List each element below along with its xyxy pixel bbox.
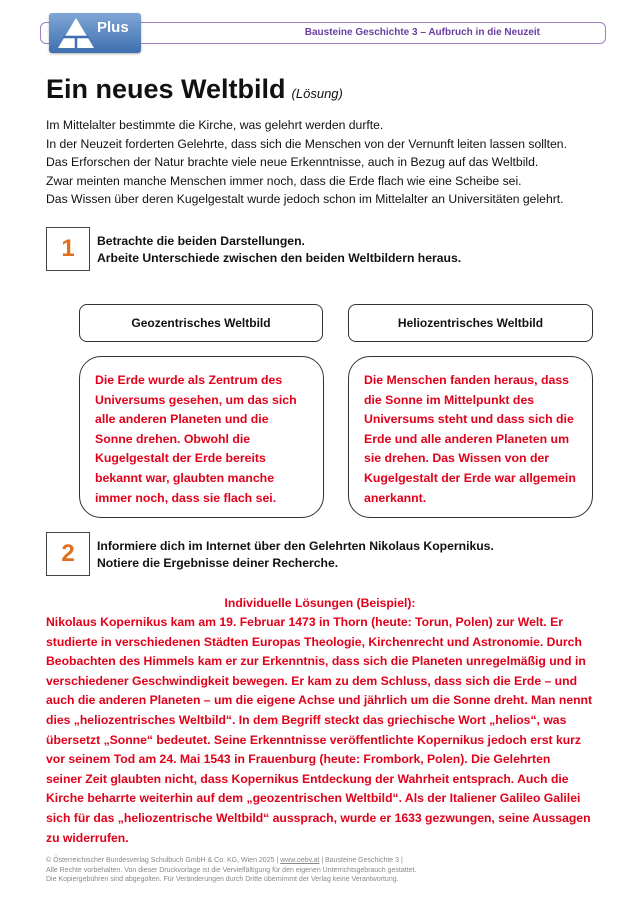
solution-line: sich für das „heliozentrische Weltbild“ aussprach, wurde er 1633 gezwungen, seine Aussagen bbox=[46, 810, 591, 825]
copyright-text: © Österreichischer Bundesverlag Schulbuch GmbH & Co. KG, Wien 2025 | bbox=[46, 857, 281, 864]
intro-line: Im Mittelalter bestimmte die Kirche, was gelehrt werden durfte. bbox=[46, 118, 384, 132]
logo-text: Plus bbox=[97, 19, 129, 36]
intro-line: Zwar meinten manche Menschen immer noch, dass die Erde flach wie eine Scheibe sei. bbox=[46, 173, 522, 188]
solution-line: Kirche beharrte weiterhin auf dem „geozentrischen Weltbild“. Als der Italiener Galileo Galilei bbox=[46, 791, 581, 806]
answer-line: die Sonne im Mittelpunkt des bbox=[364, 392, 535, 407]
answer-line: Die Menschen fanden heraus, dass bbox=[364, 373, 570, 387]
task-2-instructions bbox=[97, 538, 494, 572]
intro-line: Das Erforschen der Natur brachte viele neue Erkenntnisse, auch in Bezug auf das Weltbild. bbox=[46, 155, 539, 169]
answer-line: immer noch, dass sie flach sei. bbox=[95, 490, 277, 505]
page-title-text: Ein neues Weltbild bbox=[46, 74, 286, 104]
page-subtitle: (Lösung) bbox=[291, 86, 343, 101]
footer bbox=[46, 856, 416, 885]
task-2-line: Notiere die Ergebnisse deiner Recherche. bbox=[97, 556, 339, 570]
answer-line: Die Erde wurde als Zentrum des bbox=[95, 373, 283, 387]
solution-line: vor seinem Tod am 24. Mai 1543 in Frauenburg (heute: Frombork, Polen). Die Gelehrten bbox=[46, 752, 551, 767]
page-title bbox=[46, 74, 343, 105]
heliocentric-label: Heliozentrisches Weltbild bbox=[348, 304, 593, 342]
solution-text bbox=[46, 613, 592, 848]
answer-line: Sonne drehen. Obwohl die bbox=[95, 431, 251, 446]
intro-text bbox=[46, 116, 606, 209]
solution-line: Nikolaus Kopernikus kam am 19. Februar 1473 in Thorn (heute: Torun, Polen) zur Welt. Er bbox=[46, 615, 563, 629]
answer-line: Erde und alle anderen Planeten um bbox=[364, 431, 570, 446]
triangle-logo-icon bbox=[57, 17, 95, 49]
task-1-line: Arbeite Unterschiede zwischen den beiden Weltbildern heraus. bbox=[97, 251, 462, 265]
geocentric-answer bbox=[79, 356, 324, 518]
task-1-line: Betrachte die beiden Darstellungen. bbox=[97, 234, 305, 248]
copyright-series: | Bausteine Geschichte 3 | bbox=[319, 857, 403, 864]
solution-heading: Individuelle Lösungen (Beispiel): bbox=[224, 596, 416, 610]
task-1-instructions bbox=[97, 233, 461, 267]
solution-line: zu widerrufen. bbox=[46, 830, 129, 845]
solution-line: übersetzt „Sonne“ bedeutet. Seine Erkenntnisse veröffentlichte Kopernikus jedoch erst kurz bbox=[46, 732, 582, 747]
answer-line: Kugelgestalt der Erde war allgemein bbox=[364, 470, 576, 485]
footer-line-2: Alle Rechte vorbehalten. Von dieser Druckvorlage ist die Vervielfältigung für den eigenen Unterrichtsgebrauch gestattet. bbox=[46, 866, 417, 874]
solution-line: seiner Zeit glaubten nicht, dass Kopernikus Entdeckung der Wahrheit entsprach. Auch die bbox=[46, 771, 569, 786]
solution-line: auch die anderen Planeten – um die eigene Achse und jährlich um die Sonne dreht. Man nennt bbox=[46, 693, 593, 708]
answer-line: Kugelgestalt der Erde bereits bbox=[95, 451, 266, 466]
heliocentric-answer bbox=[348, 356, 593, 518]
solution-line: dies „heliozentrisches Weltbild“. In dem Begriff steckt das griechische Wort „helios“, was bbox=[46, 712, 567, 727]
task-1-number: 1 bbox=[46, 227, 90, 271]
answer-line: Universums steht und dass sich die bbox=[364, 412, 574, 427]
footer-line-3: Die Kopiergebühren sind abgegolten. Für Veränderungen durch Dritte übernimmt der Verlag keine Verantwortung. bbox=[46, 876, 399, 883]
solution-line: verschiedener Geschwindigkeit bewegen. Er kam zu dem Schluss, dass sich die Erde – und bbox=[46, 673, 578, 688]
publisher-link[interactable]: www.oebv.at bbox=[280, 857, 320, 864]
solution-line: Beobachten des Himmels kam er zur Erkenntnis, dass sich die Planeten unregelmäßig und in bbox=[46, 654, 586, 669]
answer-line: alle anderen Planeten und die bbox=[95, 412, 269, 427]
task-2-number: 2 bbox=[46, 532, 90, 576]
publisher-logo bbox=[49, 13, 141, 53]
solution-line: studierte in verschiedenen Städten Europas Theologie, Kirchenrecht und Astronomie. Durch bbox=[46, 634, 582, 649]
intro-line: In der Neuzeit forderten Gelehrte, dass sich die Menschen von der Vernunft leiten lassen sollten. bbox=[46, 136, 567, 151]
footer-line-1 bbox=[46, 856, 416, 866]
answer-line: anerkannt. bbox=[364, 490, 427, 505]
answer-line: bekannt war, glaubten manche bbox=[95, 470, 275, 485]
intro-line: Das Wissen über deren Kugelgestalt wurde jedoch schon im Mittelalter an Universitäten gelehrt. bbox=[46, 192, 564, 206]
geocentric-label: Geozentrisches Weltbild bbox=[79, 304, 323, 342]
series-title: Bausteine Geschichte 3 – Aufbruch in die Neuzeit bbox=[304, 27, 540, 38]
answer-line: sie drehen. Das Wissen von der bbox=[364, 451, 550, 466]
task-2-line: Informiere dich im Internet über den Gelehrten Nikolaus Kopernikus. bbox=[97, 539, 494, 553]
answer-line: Universums gesehen, um das sich bbox=[95, 392, 297, 407]
